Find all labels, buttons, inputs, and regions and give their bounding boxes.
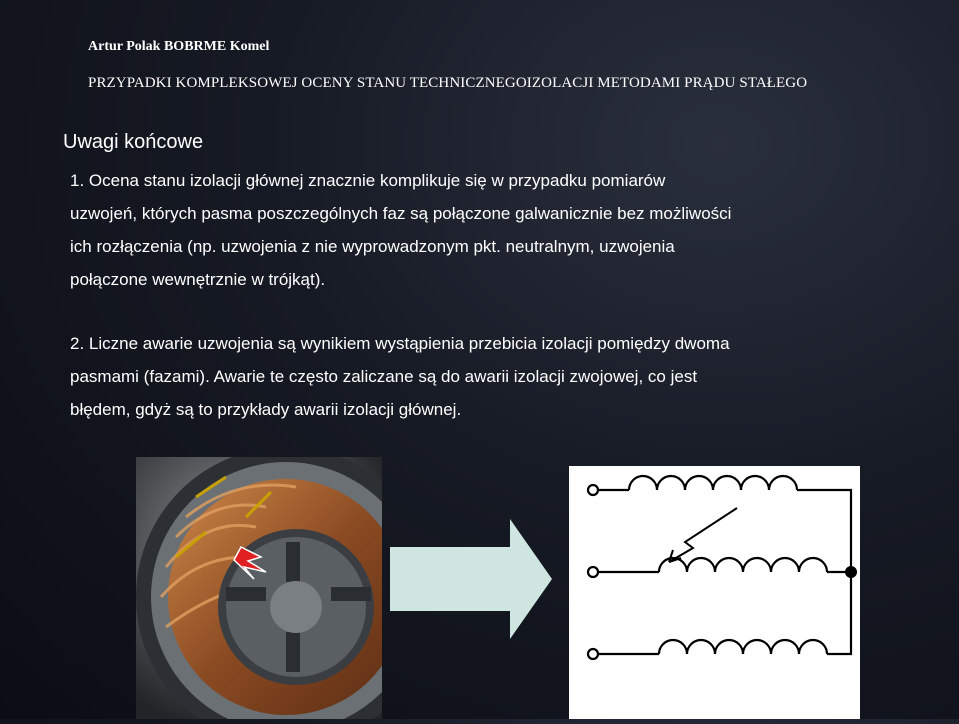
paragraph-2-line-2: pasmami (fazami). Awarie te często zaliczane są do awarii izolacji zwojowej, co jest <box>70 367 698 386</box>
winding-circuit-diagram <box>569 466 860 719</box>
terminal-3 <box>588 649 598 659</box>
paragraph-2-line-3: błędem, gdyż są to przykłady awarii izolacji głównej. <box>70 400 462 419</box>
paragraph-1-line-3: ich rozłączenia (np. uzwojenia z nie wyprowadzonym pkt. neutralnym, uzwojenia <box>70 237 675 256</box>
presentation-title: PRZYPADKI KOMPLEKSOWEJ OCENY STANU TECHNICZNEGOIZOLACJI METODAMI PRĄDU STAŁEGO <box>88 75 808 91</box>
terminal-2 <box>588 567 598 577</box>
paragraph-1 <box>70 164 900 296</box>
stator-illustration <box>136 457 382 719</box>
breakdown-spark-icon <box>669 508 737 562</box>
section-title: Uwagi końcowe <box>63 131 204 153</box>
winding-coil-1 <box>629 476 797 490</box>
winding-schematic <box>569 466 860 719</box>
neutral-point <box>845 566 857 578</box>
winding-coil-3 <box>659 640 827 654</box>
paragraph-1-line-4: połączone wewnętrznie w trójkąt). <box>70 270 326 289</box>
paragraph-2-line-1: 2. Liczne awarie uzwojenia są wynikiem wystąpienia przebicia izolacji pomiędzy dwoma <box>70 334 730 353</box>
right-arrow-icon <box>390 519 570 639</box>
paragraph-2 <box>70 327 900 426</box>
paragraph-1-line-2: uzwojeń, których pasma poszczególnych faz są połączone galwanicznie bez możliwości <box>70 204 732 223</box>
terminal-1 <box>588 485 598 495</box>
paragraph-1-line-1: 1. Ocena stanu izolacji głównej znacznie komplikuje się w przypadku pomiarów <box>70 171 666 190</box>
winding-coil-2 <box>659 558 827 572</box>
stator-winding-photo <box>136 457 382 719</box>
author-name: Artur Polak BOBRME Komel <box>88 39 270 54</box>
